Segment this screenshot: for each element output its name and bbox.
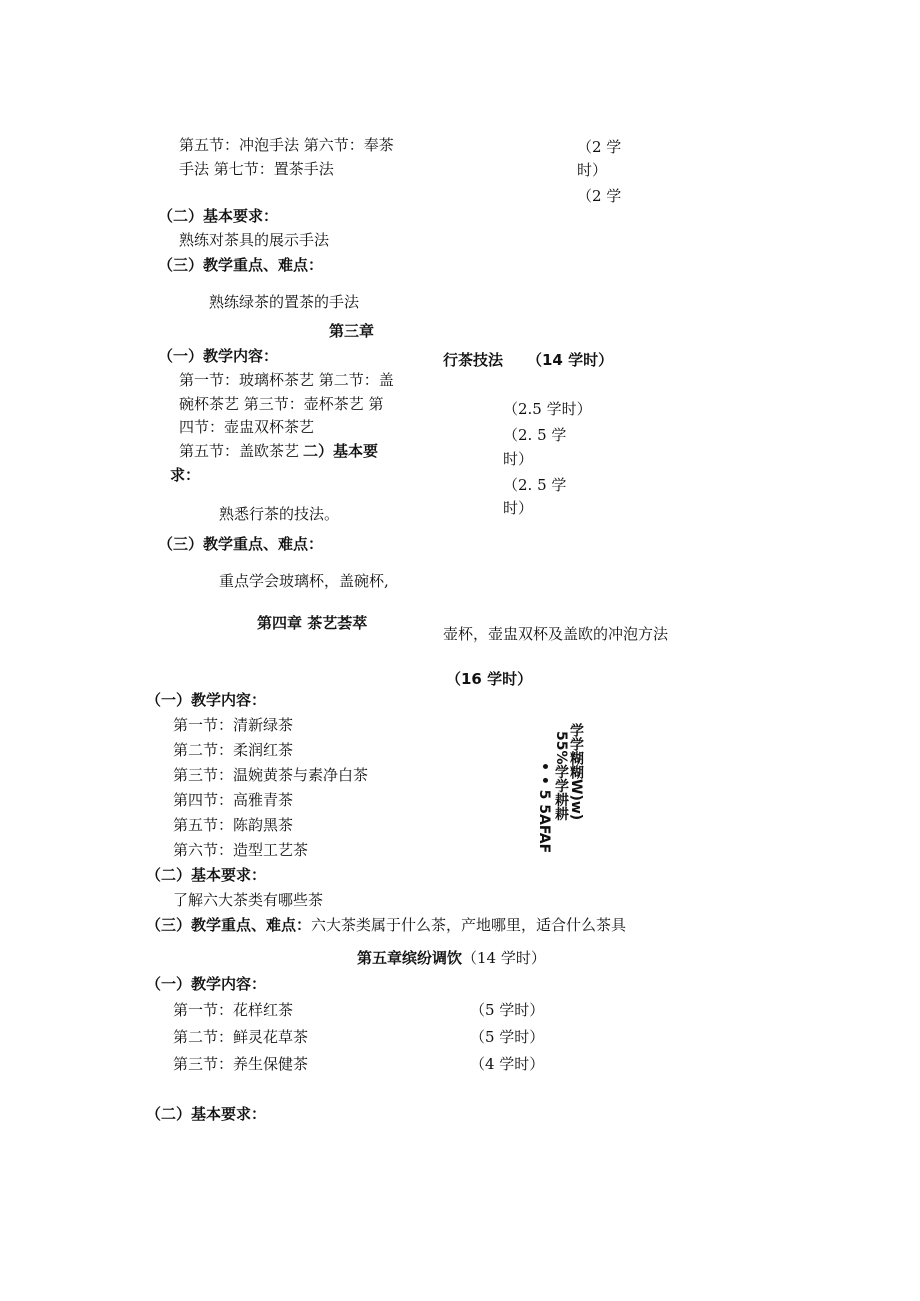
ch5-title-hours: （14 学时） [462,949,546,967]
ch2-hours-a2: 时） [577,161,608,179]
ch3-hours-1: （2.5 学时） [503,400,592,418]
ch5-item-1: 第一节：花样红茶 [173,1001,294,1019]
ch3-line-1: 第一节：玻璃杯茶艺 第二节：盖 [179,371,394,389]
ch3-content-heading: （一）教学内容： [158,347,279,365]
ch4-item-3: 第三节：温婉黄茶与素净白茶 [173,766,369,784]
ch3-hours-2a: （2. 5 学 [503,426,567,444]
ch4-key-heading: （三）教学重点、难点： [146,916,312,934]
ch3-title-left: 第三章 [329,322,375,340]
ch4-hours: （16 学时） [446,670,533,688]
ch2-line-2: 手法 第七节：置茶手法 [179,160,334,178]
ch5-item-1-hours: （5 学时） [470,1001,545,1019]
ch2-req-heading: （二）基本要求： [158,207,279,225]
ch3-req-heading-end: 求： [170,466,201,484]
ch2-line-1: 第五节：冲泡手法 第六节：奉茶 [179,136,394,154]
ch3-line-2: 碗杯茶艺 第三节：壶杯茶艺 第 [179,395,384,413]
ch3-req-heading-part: 二）基本要 [303,442,379,460]
ch4-garbled-col-2: 55%学学耕耕 [553,731,569,821]
ch5-title: 第五章缤纷调饮 [357,949,463,967]
ch4-garbled-col-3: • • 5 5AFAF [536,762,552,854]
ch5-item-2: 第二节：鲜灵花草茶 [173,1028,309,1046]
ch5-item-3-hours: （4 学时） [470,1055,545,1073]
ch4-key-text: 六大茶类属于什么茶，产地哪里，适合什么茶具 [311,916,627,934]
ch4-key-line [146,918,626,933]
ch2-hours-a1: （2 学 [577,138,622,156]
ch3-line-3: 四节：壶盅双杯茶艺 [179,418,315,436]
ch3-req-text: 熟悉行茶的技法。 [219,505,340,523]
ch4-title: 第四章 茶艺荟萃 [257,614,368,632]
ch4-item-6: 第六节：造型工艺茶 [173,841,309,859]
ch2-req-text: 熟练对茶具的展示手法 [179,231,330,249]
ch2-hours-b: （2 学 [577,187,622,205]
ch4-req-text: 了解六大茶类有哪些茶 [173,891,324,909]
ch4-item-4: 第四节：高雅青茶 [173,791,294,809]
ch5-title-line [357,951,546,966]
ch5-content-heading: （一）教学内容： [146,975,267,993]
ch3-line-4 [179,444,378,459]
ch4-garbled-col-1: 学学糊糊W)w) [568,723,584,821]
ch3-title-hours: （14 学时） [527,351,614,369]
ch3-key-text: 重点学会玻璃杯，盖碗杯, [219,572,389,590]
ch5-item-2-hours: （5 学时） [470,1028,545,1046]
ch2-key-text: 熟练绿茶的置茶的手法 [209,293,360,311]
ch3-title-right: 行茶技法 [443,351,504,369]
ch2-key-heading: （三）教学重点、难点： [158,256,324,274]
ch3-key-heading: （三）教学重点、难点： [158,535,324,553]
ch3-hours-3b: 时） [503,499,534,517]
ch3-line-4-text: 第五节：盖欧茶艺 [179,442,300,460]
ch3-key-text-cont: 壶杯，壶盅双杯及盖欧的冲泡方法 [443,625,669,643]
ch3-hours-3a: （2. 5 学 [503,476,567,494]
ch4-content-heading: （一）教学内容： [146,691,267,709]
ch4-req-heading: （二）基本要求： [146,866,267,884]
ch4-item-2: 第二节：柔润红茶 [173,741,294,759]
ch4-item-5: 第五节：陈韵黑茶 [173,816,294,834]
ch3-hours-2b: 时） [503,450,534,468]
ch5-req-heading: （二）基本要求： [146,1105,267,1123]
ch5-item-3: 第三节：养生保健茶 [173,1055,309,1073]
ch4-item-1: 第一节：清新绿茶 [173,716,294,734]
